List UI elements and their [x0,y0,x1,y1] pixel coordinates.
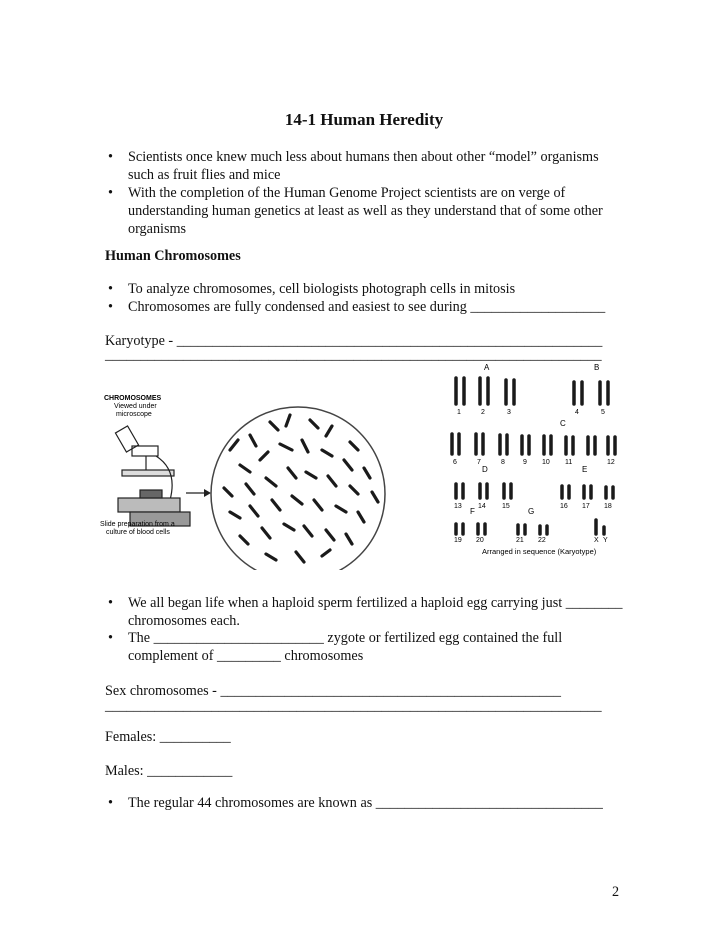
bullet-text: Scientists once knew much less about humans then about other “model” organisms such as fruit flies and mice [128,149,599,183]
slide-caption-line: culture of blood cells [106,529,170,536]
pair-number: 3 [507,409,511,416]
bullet-text: To analyze chromosomes, cell biologists photograph cells in mitosis [128,281,516,297]
pair-number: 15 [502,503,510,510]
group-label: C [560,419,566,428]
pair-number: 2 [481,409,485,416]
pair-number: 8 [501,459,505,466]
group-label: E [582,465,588,474]
bullet-text: We all began life when a haploid sperm fertilized a haploid egg carrying just ________ chromosomes each. [128,595,623,629]
bullet-text: Chromosomes are fully condensed and easiest to see during ___________________ [128,299,606,315]
group-label: A [484,363,490,372]
sex-chromosomes-rule: ______________________________________________________________________ [105,698,602,714]
karyotype-caption: Arranged in sequence (Karyotype) [482,547,597,556]
group-label: D [482,465,488,474]
karyotype-figure [100,360,630,570]
pair-number: 20 [476,537,484,544]
group-label: B [594,363,600,372]
microscope-caption-line: CHROMOSOMES [104,395,162,402]
autosome-bullet [108,794,628,812]
bullet-dot: • [108,149,113,165]
pair-number: 6 [453,459,457,466]
pair-number: 13 [454,503,462,510]
section-heading: Human Chromosomes [105,248,241,264]
page-title: 14-1 Human Heredity [284,110,444,129]
pair-number: 1 [457,409,461,416]
pair-number: 5 [601,409,605,416]
karyotype-blank: Karyotype - ____________________________________________________________ [105,333,603,349]
bullet-dot: • [108,185,113,201]
bullet-dot: • [108,795,113,811]
pair-number: X [594,537,599,544]
bullet-text: The ________________________ zygote or fertilized egg contained the full complement of _________ chromosomes [128,630,563,664]
karyotype-panel [452,363,615,556]
pair-number: 21 [516,537,524,544]
bullet-dot: • [108,299,113,315]
pair-number: 11 [565,459,573,466]
sex-chromosomes-blank: Sex chromosomes - ________________________________________________ [105,683,561,699]
pair-number: Y [603,537,608,544]
pair-number: 17 [582,503,590,510]
microscope-icon [115,426,190,526]
pair-number: 22 [538,537,546,544]
arrow-head [204,489,211,497]
pair-number: 9 [523,459,527,466]
slide-caption-line: Slide preparation from a [100,521,175,528]
chromo-bullet-1 [108,280,628,298]
pair-number: 16 [560,503,568,510]
pair-number: 10 [542,459,550,466]
pair-number: 12 [607,459,615,466]
karyotype-rule: ______________________________________________________________________ [105,347,602,363]
life-bullet-1 [108,594,628,630]
microscope-caption-line: Viewed under [114,403,157,410]
bullet-dot: • [108,630,113,646]
bullet-text: With the completion of the Human Genome Project scientists are on verge of understanding human genetics at least as well as they understand that of some other organisms [128,185,603,237]
females-blank: Females: __________ [105,729,231,745]
life-bullet-2 [108,629,628,665]
bullet-dot: • [108,595,113,611]
microscope-caption-line: microscope [116,411,152,418]
page-number: 2 [612,884,620,900]
pair-number: 4 [575,409,579,416]
intro-bullet-2 [108,184,628,238]
pair-number: 18 [604,503,612,510]
intro-bullet-1 [108,148,628,184]
group-label: G [528,507,535,516]
bullet-dot: • [108,281,113,297]
pair-number: 19 [454,537,462,544]
pair-number: 14 [478,503,486,510]
males-blank: Males: ____________ [105,763,233,779]
pair-number: 7 [477,459,481,466]
chromo-bullet-2 [108,298,628,316]
bullet-text: The regular 44 chromosomes are known as ________________________________ [128,795,603,811]
chromosome-spread-circle [211,407,385,570]
group-label: F [470,507,475,516]
